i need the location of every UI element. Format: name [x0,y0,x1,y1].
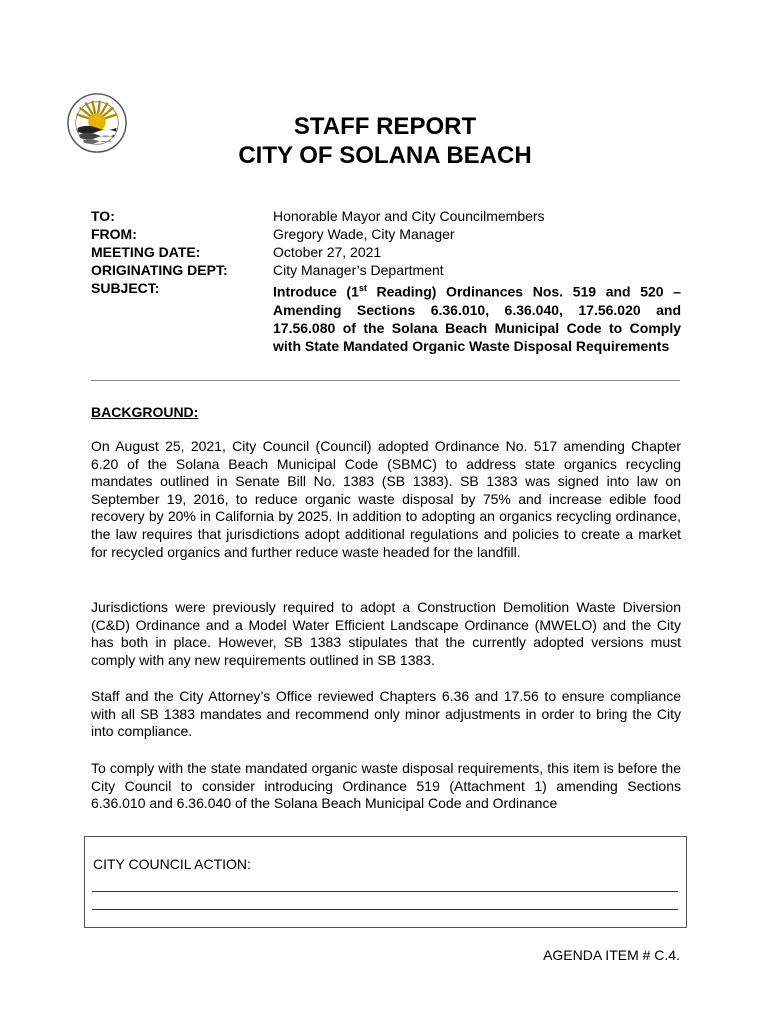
subject-superscript: st [358,283,367,293]
originating-dept-value: City Manager’s Department [273,262,444,278]
originating-dept-label: ORIGINATING DEPT: [91,262,228,278]
originating-dept-row [91,261,681,279]
council-action-line-1 [92,891,678,892]
from-row [91,225,681,243]
subject-value [273,279,681,355]
memo-header [91,207,681,355]
from-label: FROM: [91,226,137,242]
background-paragraph-3: Staff and the City Attorney’s Office reviewed Chapters 6.36 and 17.56 to ensure compliance with all SB 1383 mandates and recommend only minor adjustments in order to bring the City into compliance. [91,688,681,740]
meeting-date-value: October 27, 2021 [273,244,382,260]
to-label: TO: [91,208,115,224]
background-paragraph-4: To comply with the state mandated organic waste disposal requirements, this item is before the City Council to consider introducing Ordinance 519 (Attachment 1) amending Sections 6.36.010 and 6.36.040 of the Solana Beach Municipal Code and Ordinance [91,760,681,812]
council-action-label: CITY COUNCIL ACTION: [93,856,251,872]
from-value: Gregory Wade, City Manager [273,226,455,242]
subject-text-start: Introduce (1 [273,283,359,300]
meeting-date-row [91,243,681,261]
subject-text-end: Reading) Ordinances Nos. 519 and 520 – Amending Sections 6.36.010, 6.36.040, 17.56.020 and 17.56.080 of the Solana Beach Municipal Code to Comply with State Mandated Organic Waste Disposal Requirements [273,283,682,354]
subject-row [91,279,681,355]
council-action-line-2 [92,909,678,910]
subject-label: SUBJECT: [91,280,160,296]
background-heading: BACKGROUND: [91,404,199,420]
council-action-box [84,836,687,928]
header-divider [91,380,680,381]
to-value: Honorable Mayor and City Councilmembers [273,208,545,224]
background-paragraph-2: Jurisdictions were previously required to adopt a Construction Demolition Waste Diversion (C&D) Ordinance and a Model Water Efficient Landscape Ordinance (MWELO) and the City has both in place. However, SB 1383 stipulates that the currently adopted versions must comply with any new requirements outlined in SB 1383. [91,599,681,668]
report-title: STAFF REPORT [293,113,477,140]
city-title: CITY OF SOLANA BEACH [238,142,532,169]
to-row [91,207,681,225]
agenda-item-number: AGENDA ITEM # C.4. [543,947,680,963]
background-paragraph-1: On August 25, 2021, City Council (Council) adopted Ordinance No. 517 amending Chapter 6.20 of the Solana Beach Municipal Code (SBMC) to address state organics recycling mandates outlined in Senate Bill No. 1383 (SB 1383). SB 1383 was signed into law on September 19, 2016, to reduce organic waste disposal by 75% and increase edible food recovery by 20% in California by 2025. In addition to adopting an organics recycling ordinance, the law requires that jurisdictions adopt additional regulations and policies to create a market for recycled organics and further reduce waste headed for the landfill. [91,438,681,560]
meeting-date-label: MEETING DATE: [91,244,201,260]
